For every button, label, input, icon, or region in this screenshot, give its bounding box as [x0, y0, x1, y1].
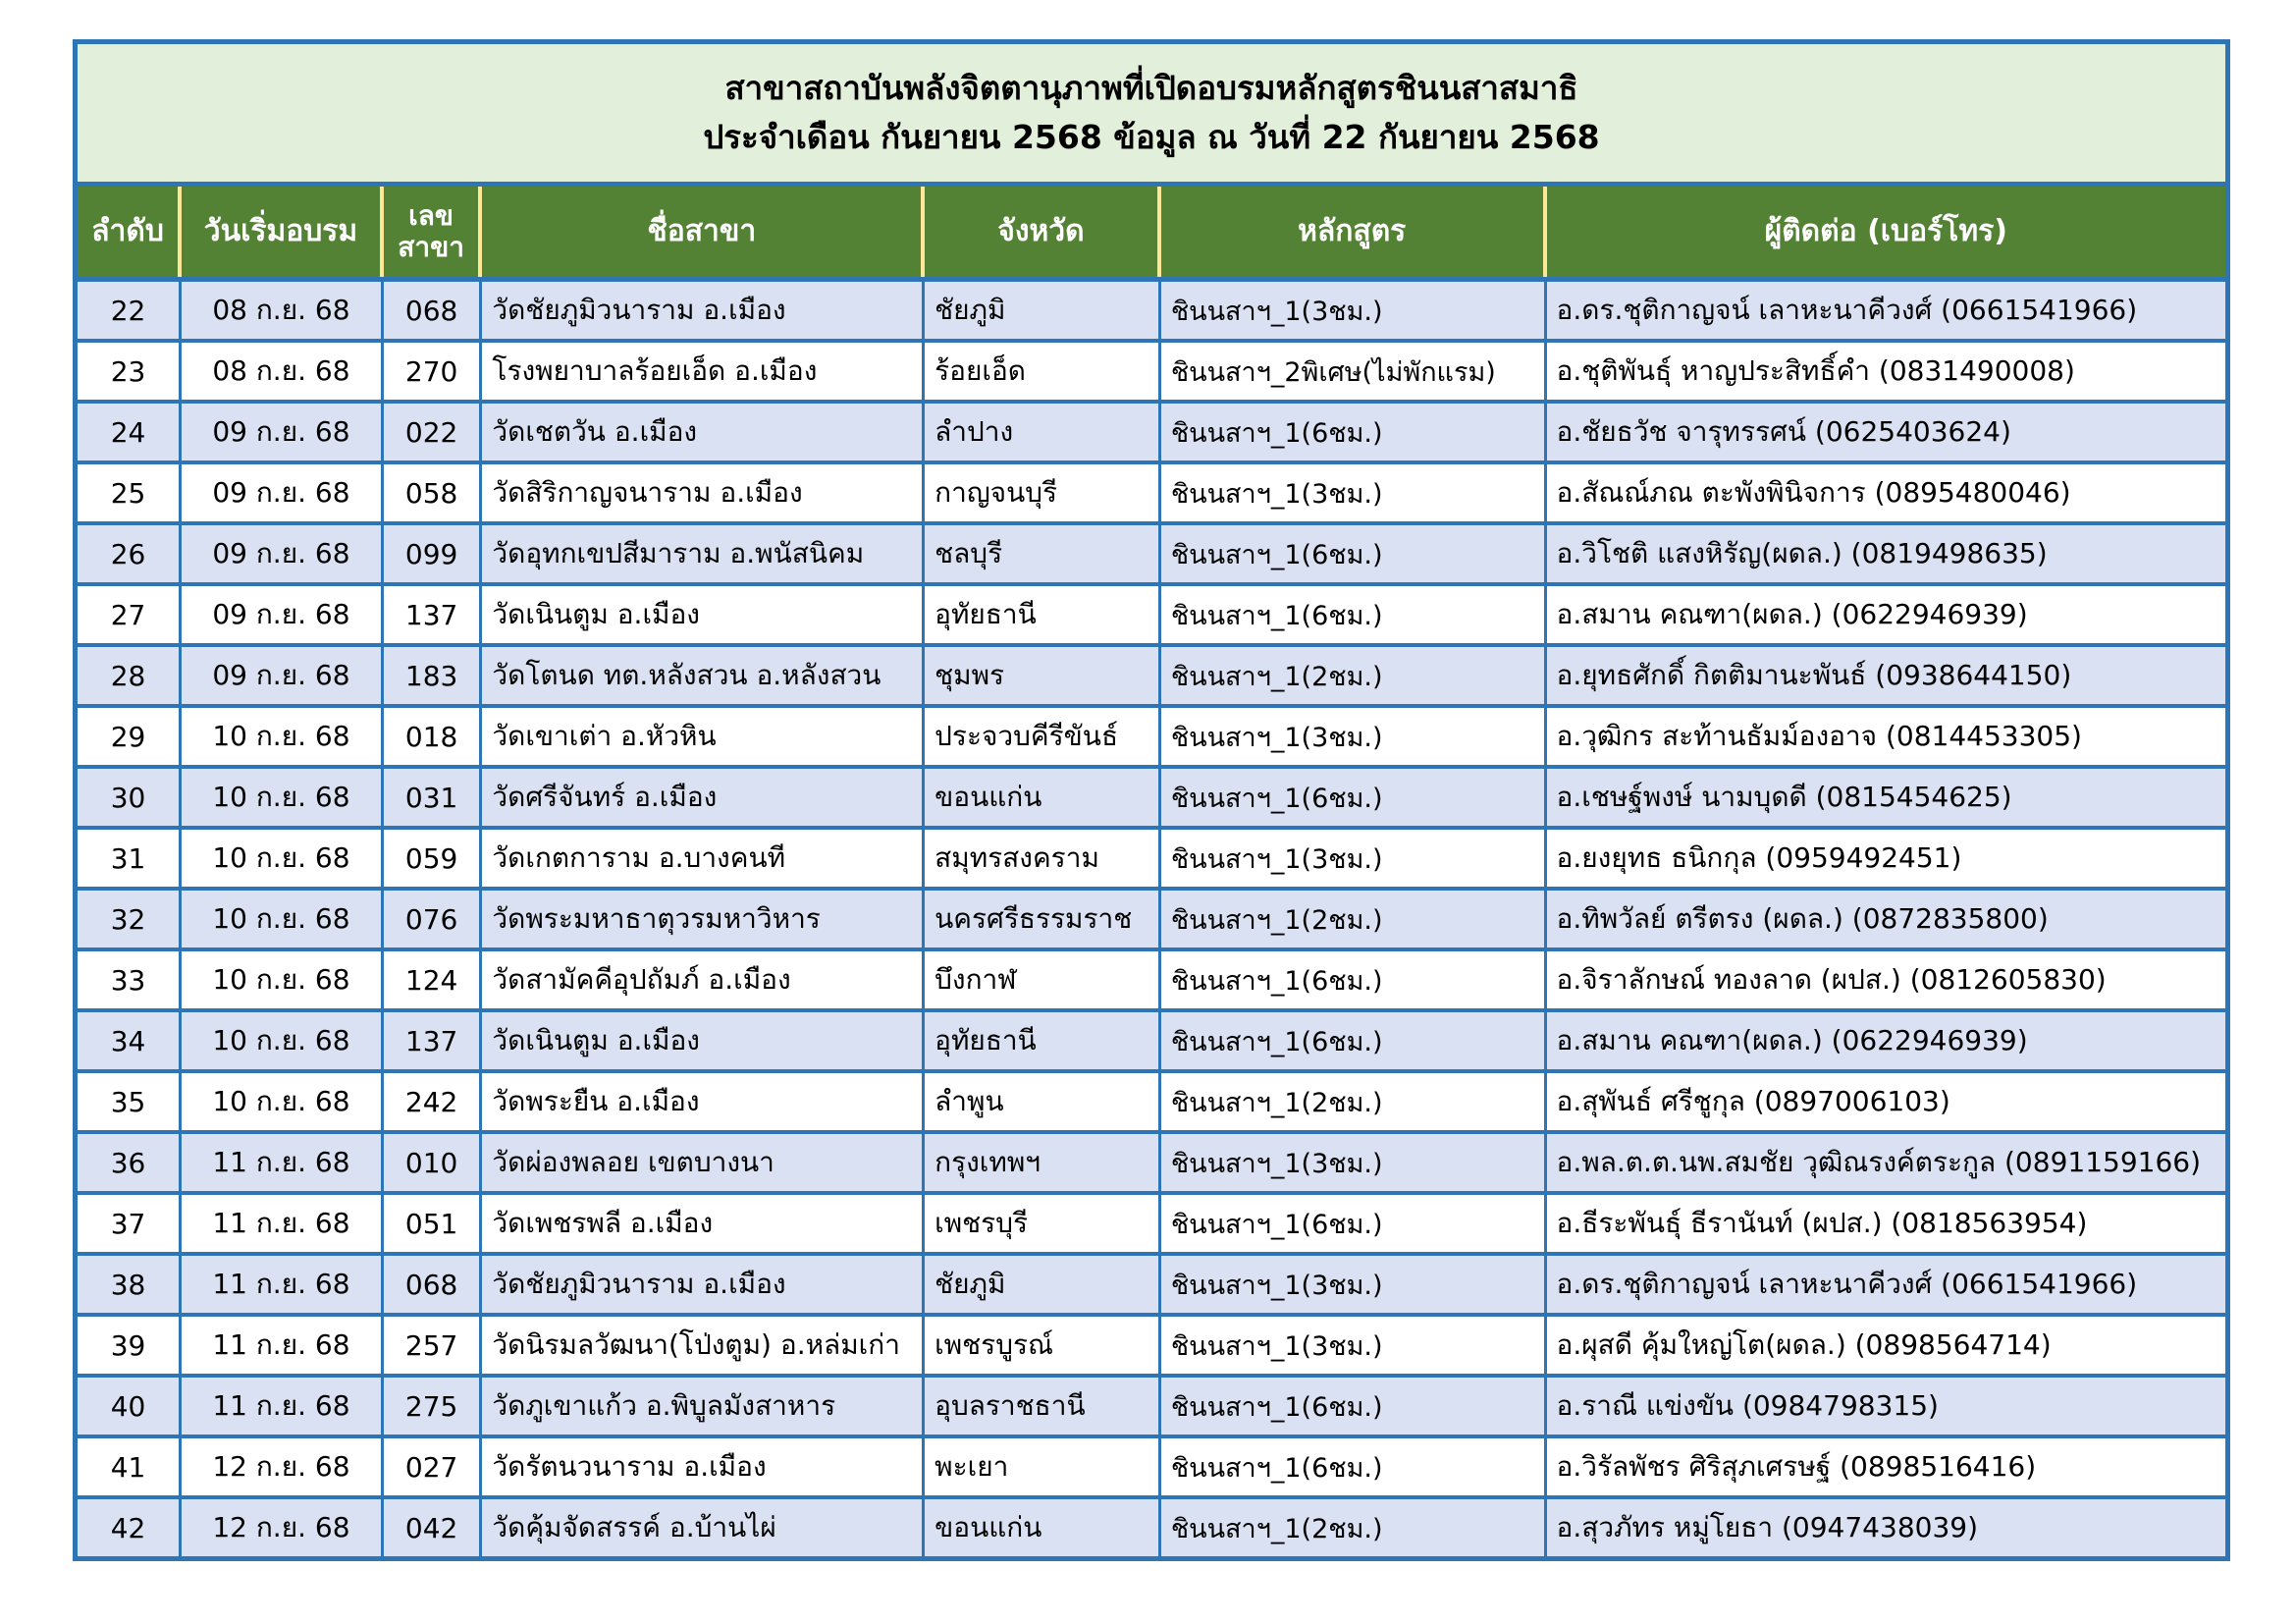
cell-contact: อ.ยงยุทธ ธนิกกุล (0959492451)	[1556, 841, 1962, 874]
cell-branch-no: 031	[384, 769, 483, 826]
cell-province: อุทัยธานี	[925, 1012, 1161, 1069]
cell-contact: อ.ทิพวัลย์ ตรีตรง (ผดล.) (0872835800)	[1556, 902, 2049, 935]
cell-course: ชินนสาฯ_1(2ชม.)	[1161, 891, 1547, 947]
cell-branch-no: 010	[384, 1134, 483, 1191]
cell-start-date: 12 ก.ย. 68	[182, 1499, 384, 1556]
cell-contact: อ.ชัยธวัช จารุทรรศน์ (0625403624)	[1556, 415, 2011, 448]
cell-branch-no: 137	[384, 586, 483, 643]
cell-contact: อ.วุฒิกร สะท้านธัมม์องอาจ (0814453305)	[1556, 720, 2082, 752]
cell-branch-name: วัดเพชรพลี อ.เมือง	[482, 1195, 925, 1252]
cell-contact: อ.ยุทธศักดิ์ กิตติมานะพันธ์ (0938644150)	[1556, 659, 2072, 691]
cell-course: ชินนสาฯ_1(6ชม.)	[1161, 1438, 1547, 1495]
table-row	[78, 1378, 2225, 1438]
cell-contact: อ.ธีระพันธุ์ ธีรานันท์ (ผปส.) (0818563954)	[1556, 1207, 2088, 1239]
cell-branch-name: วัดนิรมลวัฒนา(โป่งตูม) อ.หล่มเก่า	[482, 1317, 925, 1374]
cell-course: ชินนสาฯ_1(6ชม.)	[1161, 586, 1547, 643]
table-row	[78, 1499, 2225, 1556]
cell-branch-name: วัดเชตวัน อ.เมือง	[482, 404, 925, 460]
table-row	[78, 1256, 2225, 1317]
cell-course: ชินนสาฯ_1(2ชม.)	[1161, 1499, 1547, 1556]
cell-start-date: 08 ก.ย. 68	[182, 343, 384, 400]
cell-order: 32	[78, 891, 182, 947]
cell-branch-name: วัดรัตนวนาราม อ.เมือง	[482, 1438, 925, 1495]
table-row	[78, 1195, 2225, 1256]
table-row	[78, 951, 2225, 1012]
cell-order: 40	[78, 1378, 182, 1435]
cell-branch-no: 068	[384, 282, 483, 339]
cell-province: นครศรีธรรมราช	[925, 891, 1161, 947]
cell-contact: อ.สมาน คณฑา(ผดล.) (0622946939)	[1556, 598, 2028, 630]
cell-branch-name: วัดสิริกาญจนาราม อ.เมือง	[482, 464, 925, 521]
table-row	[78, 586, 2225, 647]
cell-branch-no: 018	[384, 708, 483, 765]
cell-branch-no: 027	[384, 1438, 483, 1495]
cell-branch-no: 137	[384, 1012, 483, 1069]
cell-branch-no: 059	[384, 830, 483, 887]
cell-order: 25	[78, 464, 182, 521]
table-row	[78, 1317, 2225, 1378]
cell-order: 42	[78, 1499, 182, 1556]
cell-course: ชินนสาฯ_1(2ชม.)	[1161, 647, 1547, 704]
cell-province: ชัยภูมิ	[925, 282, 1161, 339]
cell-province: กรุงเทพฯ	[925, 1134, 1161, 1191]
cell-start-date: 10 ก.ย. 68	[182, 769, 384, 826]
table-row	[78, 769, 2225, 830]
cell-start-date: 10 ก.ย. 68	[182, 951, 384, 1008]
cell-branch-no: 042	[384, 1499, 483, 1556]
table-row	[78, 1012, 2225, 1073]
cell-branch-no: 068	[384, 1256, 483, 1313]
table-row	[78, 464, 2225, 525]
table-row	[78, 647, 2225, 708]
cell-course: ชินนสาฯ_1(3ชม.)	[1161, 1134, 1547, 1191]
column-header-start-date: วันเริ่มอบรม	[182, 187, 384, 277]
cell-start-date: 11 ก.ย. 68	[182, 1256, 384, 1313]
cell-branch-no: 099	[384, 525, 483, 582]
table-row	[78, 830, 2225, 891]
cell-start-date: 08 ก.ย. 68	[182, 282, 384, 339]
cell-start-date: 11 ก.ย. 68	[182, 1378, 384, 1435]
cell-start-date: 12 ก.ย. 68	[182, 1438, 384, 1495]
cell-province: ชลบุรี	[925, 525, 1161, 582]
cell-branch-name: วัดเกตการาม อ.บางคนที	[482, 830, 925, 887]
cell-contact: อ.เชษฐ์พงษ์ นามบุดดี (0815454625)	[1556, 781, 2012, 813]
cell-start-date: 11 ก.ย. 68	[182, 1317, 384, 1374]
title-line-1: สาขาสถาบันพลังจิตตานุภาพที่เปิดอบรมหลักสูตรชินนสาสมาธิ	[724, 69, 1578, 108]
column-header-order: ลำดับ	[78, 187, 182, 277]
cell-course: ชินนสาฯ_1(6ชม.)	[1161, 769, 1547, 826]
cell-contact: อ.ดร.ชุติกาญจน์ เลาหะนาคีวงศ์ (0661541966)	[1556, 294, 2138, 326]
cell-province: สมุทรสงคราม	[925, 830, 1161, 887]
table-row	[78, 708, 2225, 769]
cell-order: 38	[78, 1256, 182, 1313]
cell-order: 31	[78, 830, 182, 887]
cell-branch-name: วัดภูเขาแก้ว อ.พิบูลมังสาหาร	[482, 1378, 925, 1435]
cell-contact: อ.พล.ต.ต.นพ.สมชัย วุฒิณรงค์ตระกูล (0891159166)	[1556, 1146, 2202, 1178]
cell-contact: อ.สมาน คณฑา(ผดล.) (0622946939)	[1556, 1024, 2028, 1056]
cell-branch-no: 058	[384, 464, 483, 521]
cell-order: 28	[78, 647, 182, 704]
cell-course: ชินนสาฯ_1(6ชม.)	[1161, 951, 1547, 1008]
cell-contact: อ.สัณณ์ภณ ตะพังพินิจการ (0895480046)	[1556, 476, 2071, 509]
cell-province: กาญจนบุรี	[925, 464, 1161, 521]
cell-order: 34	[78, 1012, 182, 1069]
cell-branch-name: วัดอุทกเขปสีมาราม อ.พนัสนิคม	[482, 525, 925, 582]
cell-order: 27	[78, 586, 182, 643]
cell-branch-name: วัดเนินตูม อ.เมือง	[482, 1012, 925, 1069]
cell-contact: อ.วิรัลพัชร ศิริสุภเศรษฐ์ (0898516416)	[1556, 1450, 2037, 1483]
cell-branch-no: 183	[384, 647, 483, 704]
table-row	[78, 343, 2225, 404]
cell-branch-name: วัดสามัคคีอุปถัมภ์ อ.เมือง	[482, 951, 925, 1008]
cell-branch-no: 076	[384, 891, 483, 947]
cell-branch-no: 275	[384, 1378, 483, 1435]
cell-province: ขอนแก่น	[925, 769, 1161, 826]
cell-province: พะเยา	[925, 1438, 1161, 1495]
cell-province: ประจวบคีรีขันธ์	[925, 708, 1161, 765]
cell-branch-name: วัดศรีจันทร์ อ.เมือง	[482, 769, 925, 826]
cell-branch-no: 124	[384, 951, 483, 1008]
cell-course: ชินนสาฯ_1(2ชม.)	[1161, 1073, 1547, 1130]
cell-branch-name: วัดชัยภูมิวนาราม อ.เมือง	[482, 282, 925, 339]
cell-course: ชินนสาฯ_1(3ชม.)	[1161, 1317, 1547, 1374]
cell-contact: อ.ชุติพันธุ์ หาญประสิทธิ์คำ (0831490008)	[1556, 354, 2075, 387]
table-body	[78, 282, 2225, 1556]
cell-province: ชัยภูมิ	[925, 1256, 1161, 1313]
cell-branch-name: วัดเขาเต่า อ.หัวหิน	[482, 708, 925, 765]
cell-order: 36	[78, 1134, 182, 1191]
cell-order: 24	[78, 404, 182, 460]
cell-branch-name: วัดเนินตูม อ.เมือง	[482, 586, 925, 643]
cell-order: 30	[78, 769, 182, 826]
cell-order: 23	[78, 343, 182, 400]
cell-order: 39	[78, 1317, 182, 1374]
table-row	[78, 1073, 2225, 1134]
table-row	[78, 404, 2225, 464]
training-schedule-table	[73, 39, 2230, 1561]
cell-order: 22	[78, 282, 182, 339]
cell-branch-name: วัดโตนด ทต.หลังสวน อ.หลังสวน	[482, 647, 925, 704]
cell-course: ชินนสาฯ_2พิเศษ(ไม่พักแรม)	[1161, 343, 1547, 400]
cell-start-date: 10 ก.ย. 68	[182, 708, 384, 765]
cell-order: 33	[78, 951, 182, 1008]
cell-course: ชินนสาฯ_1(3ชม.)	[1161, 282, 1547, 339]
table-row	[78, 525, 2225, 586]
cell-course: ชินนสาฯ_1(6ชม.)	[1161, 1378, 1547, 1435]
cell-province: อุทัยธานี	[925, 586, 1161, 643]
cell-order: 26	[78, 525, 182, 582]
cell-branch-name: โรงพยาบาลร้อยเอ็ด อ.เมือง	[482, 343, 925, 400]
cell-start-date: 09 ก.ย. 68	[182, 404, 384, 460]
cell-branch-name: วัดคุ้มจัดสรรค์ อ.บ้านไผ่	[482, 1499, 925, 1556]
cell-branch-name: วัดพระยืน อ.เมือง	[482, 1073, 925, 1130]
column-header-branch-no: เลข สาขา	[384, 187, 483, 277]
cell-order: 29	[78, 708, 182, 765]
cell-course: ชินนสาฯ_1(6ชม.)	[1161, 404, 1547, 460]
cell-start-date: 09 ก.ย. 68	[182, 647, 384, 704]
table-title-banner	[78, 44, 2225, 182]
cell-contact: อ.ราณี แข่งขัน (0984798315)	[1556, 1389, 1939, 1422]
cell-province: ขอนแก่น	[925, 1499, 1161, 1556]
cell-course: ชินนสาฯ_1(6ชม.)	[1161, 1012, 1547, 1069]
column-header-province: จังหวัด	[925, 187, 1161, 277]
cell-course: ชินนสาฯ_1(6ชม.)	[1161, 525, 1547, 582]
cell-province: ร้อยเอ็ด	[925, 343, 1161, 400]
column-header-course: หลักสูตร	[1161, 187, 1547, 277]
column-header-contact: ผู้ติดต่อ (เบอร์โทร)	[1764, 213, 2007, 248]
cell-start-date: 10 ก.ย. 68	[182, 830, 384, 887]
cell-order: 37	[78, 1195, 182, 1252]
cell-contact: อ.สุวภัทร หมู่โยธา (0947438039)	[1556, 1511, 1978, 1543]
column-header-branch-name: ชื่อสาขา	[482, 187, 925, 277]
cell-start-date: 10 ก.ย. 68	[182, 1012, 384, 1069]
cell-province: เพชรบุรี	[925, 1195, 1161, 1252]
title-line-2: ประจำเดือน กันยายน 2568 ข้อมูล ณ วันที่ 22 กันยายน 2568	[703, 118, 1600, 156]
cell-branch-no: 257	[384, 1317, 483, 1374]
cell-course: ชินนสาฯ_1(3ชม.)	[1161, 830, 1547, 887]
cell-start-date: 09 ก.ย. 68	[182, 525, 384, 582]
cell-course: ชินนสาฯ_1(3ชม.)	[1161, 1256, 1547, 1313]
cell-contact: อ.สุพันธ์ ศรีชูกุล (0897006103)	[1556, 1085, 1950, 1117]
cell-branch-name: วัดชัยภูมิวนาราม อ.เมือง	[482, 1256, 925, 1313]
cell-start-date: 11 ก.ย. 68	[182, 1134, 384, 1191]
cell-province: บึงกาฬ	[925, 951, 1161, 1008]
cell-start-date: 09 ก.ย. 68	[182, 586, 384, 643]
cell-course: ชินนสาฯ_1(3ชม.)	[1161, 708, 1547, 765]
cell-order: 41	[78, 1438, 182, 1495]
cell-course: ชินนสาฯ_1(6ชม.)	[1161, 1195, 1547, 1252]
table-row	[78, 1134, 2225, 1195]
cell-start-date: 09 ก.ย. 68	[182, 464, 384, 521]
cell-contact: อ.จิราลักษณ์ ทองลาด (ผปส.) (0812605830)	[1556, 963, 2107, 996]
cell-contact: อ.ผุสดี คุ้มใหญ่โต(ผดล.) (0898564714)	[1556, 1328, 2052, 1361]
table-row	[78, 282, 2225, 343]
cell-province: เพชรบูรณ์	[925, 1317, 1161, 1374]
cell-start-date: 10 ก.ย. 68	[182, 891, 384, 947]
cell-start-date: 10 ก.ย. 68	[182, 1073, 384, 1130]
table-row	[78, 1438, 2225, 1499]
table-row	[78, 891, 2225, 951]
cell-branch-no: 270	[384, 343, 483, 400]
cell-branch-no: 022	[384, 404, 483, 460]
cell-province: ลำปาง	[925, 404, 1161, 460]
cell-province: อุบลราชธานี	[925, 1378, 1161, 1435]
cell-branch-name: วัดพระมหาธาตุวรมหาวิหาร	[482, 891, 925, 947]
cell-start-date: 11 ก.ย. 68	[182, 1195, 384, 1252]
cell-branch-name: วัดผ่องพลอย เขตบางนา	[482, 1134, 925, 1191]
cell-course: ชินนสาฯ_1(3ชม.)	[1161, 464, 1547, 521]
cell-province: ชุมพร	[925, 647, 1161, 704]
cell-province: ลำพูน	[925, 1073, 1161, 1130]
cell-order: 35	[78, 1073, 182, 1130]
cell-contact: อ.ดร.ชุติกาญจน์ เลาหะนาคีวงศ์ (0661541966)	[1556, 1268, 2138, 1300]
table-header-row	[78, 182, 2225, 282]
cell-branch-no: 051	[384, 1195, 483, 1252]
cell-branch-no: 242	[384, 1073, 483, 1130]
cell-contact: อ.วิโชติ แสงหิรัญ(ผดล.) (0819498635)	[1556, 537, 2048, 569]
